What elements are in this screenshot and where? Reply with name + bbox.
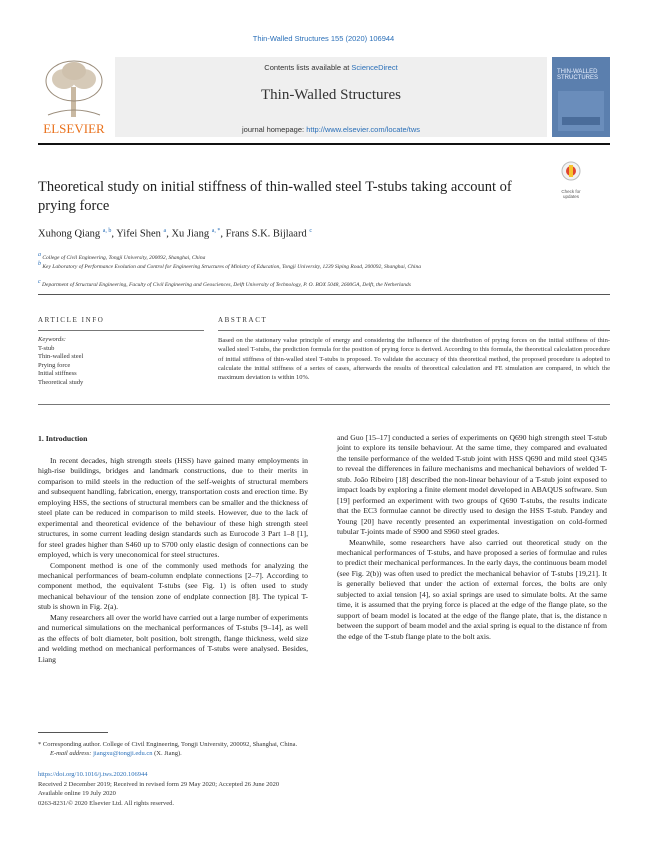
contents-prefix: Contents lists available at [264,63,352,72]
keyword: T-stub [38,344,55,352]
affiliation-marker: b [38,261,41,267]
author-affiliation-marker: a, b [102,228,112,234]
abstract-heading: ABSTRACT [218,316,268,324]
sciencedirect-link[interactable]: ScienceDirect [351,63,398,72]
author-affiliation-marker: a [163,228,167,234]
header-divider [38,143,610,145]
author-name[interactable]: Xu Jiang [171,228,210,240]
paper-title: Theoretical study on initial stiffness of thin-walled steel T-stubs taking account of prying force [38,179,512,214]
affiliation-divider [38,294,610,295]
elsevier-tree-icon [38,57,110,137]
check-for-updates-button[interactable] [556,160,586,199]
author-affiliation-marker: c [309,228,313,234]
homepage-line [115,125,547,134]
journal-cover-thumbnail[interactable] [552,57,610,137]
corresponding-author-note: * Corresponding author. College of Civil Engineering, Tongji University, 200092, Shanghai, China. [38,741,298,748]
keywords-block [38,336,204,387]
body-paragraph: Component method is one of the commonly used methods for analyzing the mechanical performances of beam-column endplate connections [2–7]. According to component method, the equivalent T-stubs (see Fig. 1) is often used to study mechanical behaviour of the tension zone of endplate connection [8]. The typical T-stub is shown in Fig. 2(a). [38,560,308,612]
abstract-bottom-divider [38,404,610,405]
section-heading-introduction: 1. Introduction [38,434,88,443]
abstract-divider [218,330,610,331]
author-name[interactable]: Yifei Shen [116,228,161,240]
journal-banner [115,57,547,137]
body-paragraph: Many researchers all over the world have carried out a large number of experiments and numerical simulations on the mechanical performances of T-stubs [9–14], as well as the effects of bolt diameter, bolt position, bolt strength, flange thickness, weld size and welding method on mechanical performances of T-stubs were analysed. Besides, Liang [38,612,308,664]
author-name[interactable]: Xuhong Qiang [38,228,101,240]
affiliation-text: College of Civil Engineering, Tongji University, 200092, Shanghai, China [42,254,206,261]
journal-title: Thin-Walled Structures [260,87,401,103]
body-paragraph: Meanwhile, some researchers have also carried out theoretical study on the mechanical performances of T-stubs, and have proposed a series of formulae and rules to predict their mechanical performances. In the early days, the continuous beam model (see Fig. 2(b)) was often used to predict the mechanical behavior of T-stubs [19,21]. It is generally believed that under the action of external forces, the bolts are only subjected to axial tension [4], so axial springs are used to simulate bolts. At the same time, it is assumed that the prying force is placed at the edge of the flange plate, so the support of beam model is located at the edge of the flange plate, that is, the distance n between the support of beam model and the axial spring is equal to the distance nf from the edge of the T-stub flange plate to the bolt axis. [337,537,607,641]
abstract-body: Based on the stationary value principle of energy and considering the influence of the distribution of prying forces on the initial stiffness of thin-walled steel T-stubs, the prediction formula for the position of prying force is derived. According to this formula, the theoretical calculation procedure of initial stiffness of thin-walled steel T-stubs is proposed. To validate the accuracy of this theoretical method, the proposed procedure is adopted to calculate the initial stiffness of a series of cases, afterwards the results of theoretical calculation and FE simulation are compared, in which the maximum deviation is within 10%. [218,337,610,382]
copyright: 0263-8231/© 2020 Elsevier Ltd. All rights reserved. [38,799,174,807]
affiliation-marker: a [38,252,41,258]
body-column-right [337,433,607,642]
affiliation [38,260,610,271]
received-dates: Received 2 December 2019; Received in revised form 29 May 2020; Accepted 26 June 2020 [38,780,280,788]
article-info-heading: ARTICLE INFO [38,316,105,324]
contents-line [115,63,547,72]
email-line [38,749,610,758]
cover-title: THIN-WALLED STRUCTURES [557,69,599,82]
journal-header [38,57,610,139]
available-online: Available online 19 July 2020 [38,790,116,797]
author-list: Xuhong Qiang $^{a, b}$, Yifei Shen $^a$, Xu Jiang $^{a, *}$, Frans S.K. Bijlaard $^c$ [38,228,313,240]
keyword: Initial stiffness [38,370,77,377]
body-paragraph: and Guo [15–17] conducted a series of experiments on Q690 high strength steel T-stub joint to explore its tensile behaviour. At the same time, they compared and evaluated the tensile performance of the welded T-stub joint with HSS Q690 and mild steel Q345 to reveal the differences in failure mechanisms and mechanical behaviors of welded T-stub. João Ribeiro [18] described the non-linear behaviour of a T-stub joint exposed to impact loads by exploring a finite element model developed in ABAQUS software. Sun [19] performed an experiment with two groups of Q690 T-stubs, the results indicate that the EC3 formulae cannot be directly used to design the HSS T-stub. Pandey and Young [20] have recently presented an experimental investigation on cold-formed tubular T-joints made of S900 and S960 steel grades. [337,433,607,537]
email-label: E-mail address: [50,750,94,757]
affiliation-text: Key Laboratory of Performance Evolution and Control for Engineering Structures of Ministry of Education, Tongji University, 1239 Siping Road, 200092, Shanghai, China [42,263,421,270]
homepage-link[interactable]: http://www.elsevier.com/locate/tws [306,125,420,134]
keywords-label: Keywords: [38,336,66,343]
keyword: Prying force [38,361,71,369]
keyword: Theoretical study [38,378,84,386]
crossmark-label: Check for updates [561,189,581,199]
body-column-left [38,456,308,665]
elsevier-wordmark: ELSEVIER [43,121,105,136]
affiliation-text: Department of Structural Engineering, Faculty of Civil Engineering and Geosciences, Delft University of Technology, P. O. BOX 5048, 2600GA, Delft, the Netherlands [42,281,411,288]
body-paragraph: In recent decades, high strength steels (HSS) have gained many employments in high-rise buildings, bridges and landmark constructions, due to their merits in comparison to mild steels in the reduction of the self-weights of structural members and subsequent handling, fabrication, energy, transportation costs and erection time. By employing HSS, the sections of structural members can be smaller and the thickness of steel plate can be reduced in comparison to mild steels. However, due to the lack of experimental and theoretical evidence of the behaviour of these high strength steel structures, in some current leading design standards such as Eurocode 3 Part 1–8 [1], for steel grades higher than S460 up to S700 only elastic design of connections can be employed, which is very uneconomical for steel structures. [38,456,308,560]
publication-info [38,770,610,808]
homepage-prefix: journal homepage: [241,125,307,134]
affiliation [38,278,610,289]
footnote-divider [38,732,108,733]
article-info-divider [38,330,204,331]
keyword: Thin-walled steel [38,353,84,360]
crossmark-icon [556,160,586,184]
cover-pattern-icon [558,91,604,131]
doi-link[interactable]: https://doi.org/10.1016/j.tws.2020.106944 [38,771,148,778]
affiliation-marker: c [38,279,41,285]
footnote [38,740,610,758]
email-link[interactable]: jiangxu@tongji.edu.cn [93,750,153,757]
email-suffix: (X. Jiang). [152,750,182,757]
elsevier-logo[interactable] [38,57,110,137]
author-name[interactable]: Frans S.K. Bijlaard [225,228,307,240]
author-affiliation-marker: a, * [211,228,221,234]
journal-reference-link[interactable]: Thin-Walled Structures 155 (2020) 106944 [252,34,395,43]
